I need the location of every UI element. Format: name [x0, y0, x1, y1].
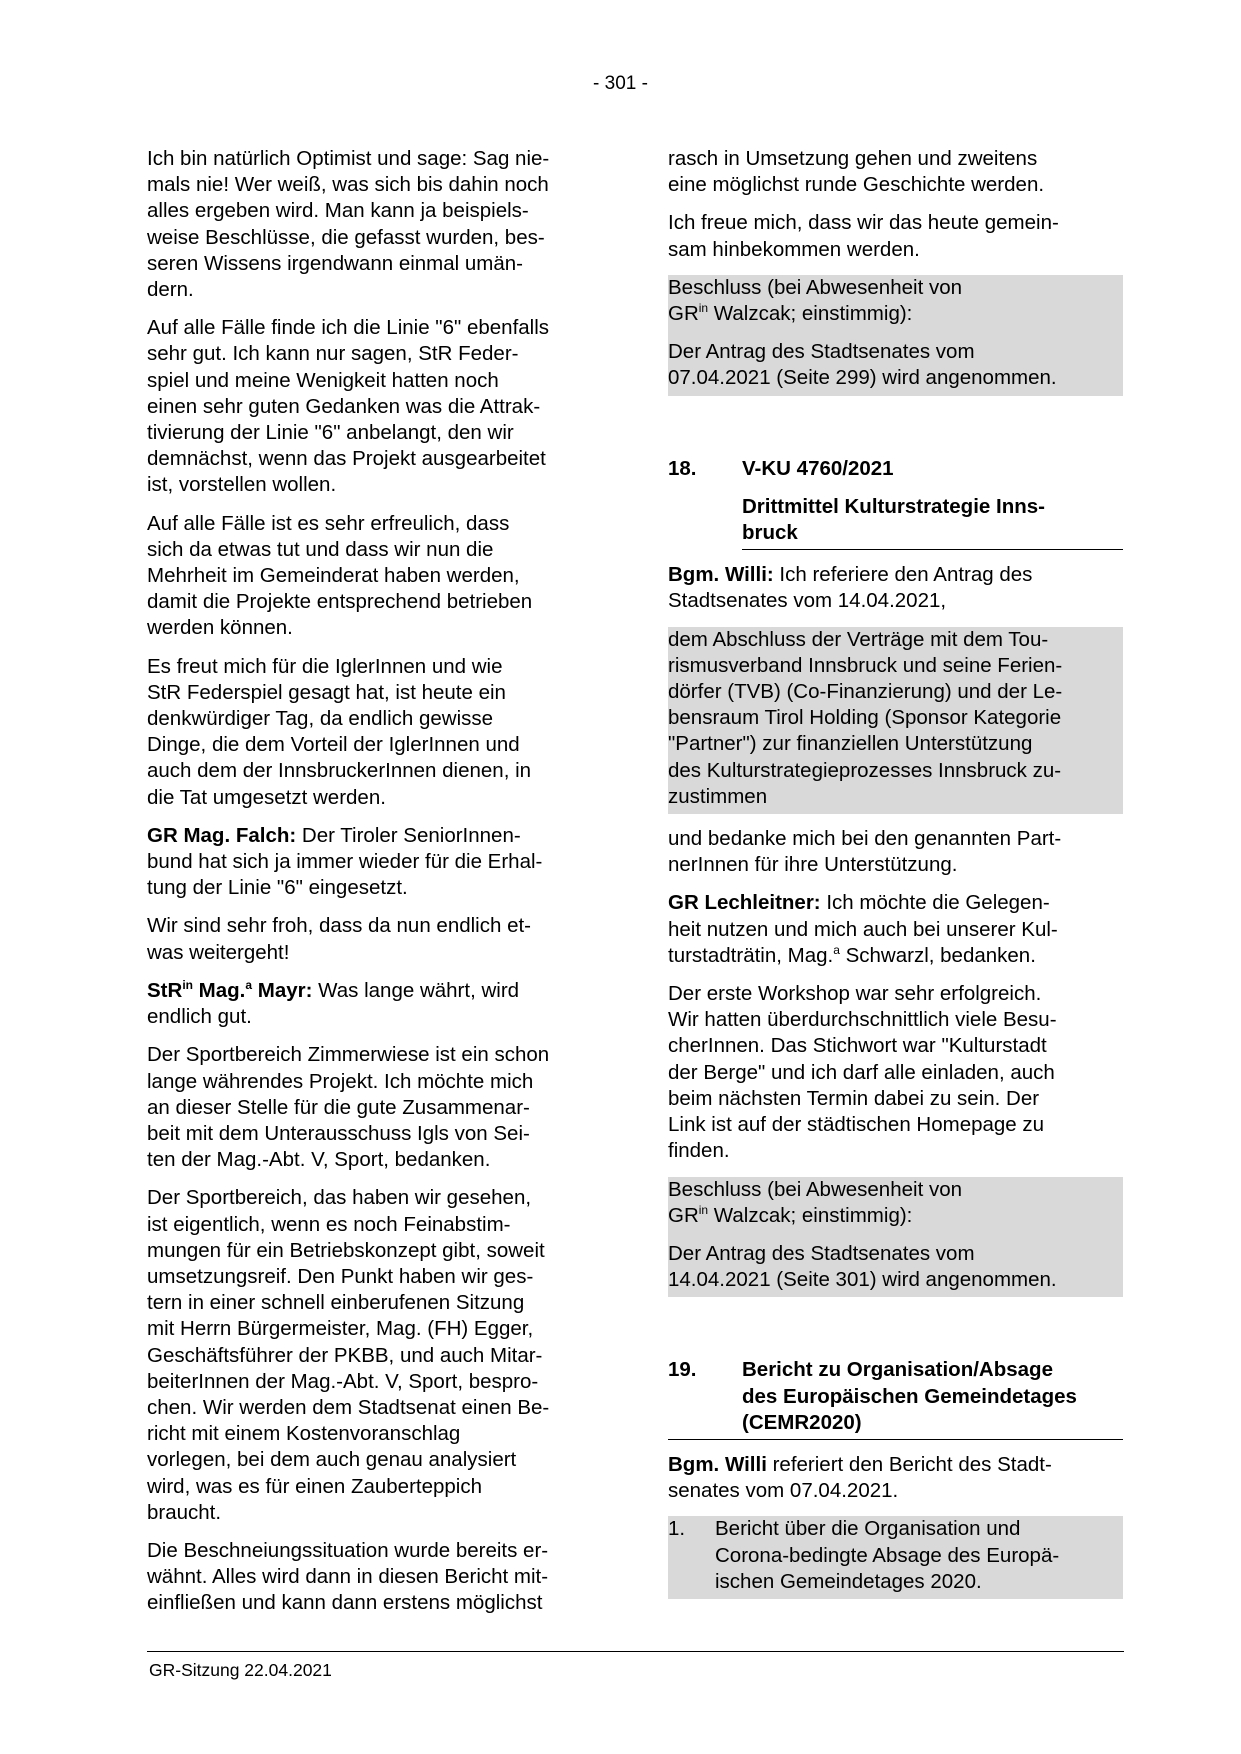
agenda-number: 18. — [668, 456, 697, 480]
paragraph: Auf alle Fälle ist es sehr erfreulich, dass sich da etwas tut und dass wir nun die Mehrheit im Gemeinderat haben werden, damit die Projekte entsprechend betrieben werden können. — [147, 511, 533, 640]
resolution-block — [668, 275, 1123, 396]
agenda-title: Bericht zu Organisation/Absage des Europäischen Gemeindetages (CEMR2020) — [742, 1358, 1077, 1434]
speech-text: Was lange währt, wird endlich gut. — [147, 978, 520, 1029]
paragraph: und bedanke mich bei den genannten Part- nerInnen für ihre Unterstützung. — [668, 827, 1062, 877]
speech-paragraph: GR Lechleitner: Ich möchte die Gelegen- heit nutzen und mich auch bei unserer Kul- turstadträtin, Mag.$^a$ Schwarzl, bedanken. — [668, 891, 1058, 967]
footer-text: GR-Sitzung 22.04.2021 — [149, 1660, 332, 1680]
paragraph: Es freut mich für die IglerInnen und wie StR Federspiel gesagt hat, ist heute ein denkwürdiger Tag, da endlich gewisse Dinge, die dem Vorteil der IglerInnen und auch dem der InnsbruckerInnen dienen, in die Tat umgesetzt werden. — [147, 654, 532, 809]
speech-text: Der Tiroler SeniorInnen- bund hat sich ja immer wieder für die Erhal- tung der Linie "6" eingesetzt. — [147, 823, 543, 900]
speech-paragraph — [668, 562, 1123, 614]
paragraph: Der Sportbereich, das haben wir gesehen, ist eigentlich, wenn es noch Feinabstim- mungen für ein Betriebskonzept gibt, soweit umsetzungsreif. Den Punkt haben wir ges- tern in einer schnell einberufenen Sitzung mit Herrn Bürgermeister, Mag. (FH) Egger, Geschäftsführer der PKBB, und auch Mitar- beiterInnen der Mag.-Abt. V, Sport, bespro- chen. Wir werden dem Stadtsenat einen Be- richt mit einem Kostenvoranschlag vorlegen, bei dem auch genau analysiert wird, was es für einen Zauberteppich braucht. — [147, 1186, 550, 1524]
paragraph: Auf alle Fälle finde ich die Linie "6" ebenfalls sehr gut. Ich kann nur sagen, StR Feder- spiel und meine Wenigkeit hatten noch einen sehr guten Gedanken was die Attrak- tivierung der Linie "6" anbelangt, den wir demnächst, wenn das Projekt ausgearbeitet ist, vorstellen wollen. — [147, 316, 550, 497]
paragraph: rasch in Umsetzung gehen und zweitens eine möglichst runde Geschichte werden. — [668, 147, 1045, 197]
paragraph: Der erste Workshop war sehr erfolgreich. Wir hatten überdurchschnittlich viele Besu- cherInnen. Das Stichwort war "Kulturstadt der Berge" und ich darf alle einladen, auch beim nächsten Termin dabei zu sein. Der Link ist auf der städtischen Homepage zu finden. — [668, 982, 1057, 1163]
speaker-name: GR Mag. Falch: — [147, 823, 297, 847]
paragraph: Wir sind sehr froh, dass da nun endlich et- was weitergeht! — [147, 914, 531, 964]
page-number: - 301 - — [593, 73, 648, 94]
footer-divider — [147, 1651, 1124, 1652]
resolution-text: Der Antrag des Stadtsenates vom 07.04.2021 (Seite 299) wird angenommen. — [668, 340, 1057, 390]
agenda-item-header — [668, 1357, 1123, 1440]
speaker-name: Bgm. Willi: — [668, 563, 774, 587]
speaker-name: StR$^{in}$ Mag.$^a$ Mayr: — [147, 978, 313, 1002]
resolution-header: Beschluss (bei Abwesenheit von $GR^{in}$ Walzcak; einstimmig): — [668, 275, 963, 326]
motion-text: dem Abschluss der Verträge mit dem Tou- rismusverband Innsbruck und seine Ferien- dörfer (TVB) (Co-Finanzierung) und der Le- bensraum Tirol Holding (Sponsor Kategorie "Partner") zur finanziellen Unterstützung des Kulturstrategieprozesses Innsbruck zu- zustimmen — [668, 627, 1063, 808]
resolution-block — [668, 1177, 1123, 1298]
resolution-header: Beschluss (bei Abwesenheit von $GR^{in}$ Walzcak; einstimmig): — [668, 1177, 963, 1227]
paragraph: Der Sportbereich Zimmerwiese ist ein schon lange währendes Projekt. Ich möchte mich an dieser Stelle für die gute Zusammenar- beit mit dem Unterausschuss Igls von Sei- ten der Mag.-Abt. V, Sport, bedanken. — [147, 1043, 550, 1172]
agenda-number: 19. — [668, 1358, 697, 1382]
paragraph: Die Beschneiungssituation wurde bereits er- wähnt. Alles wird dann in diesen Bericht mit- einfließen und kann dann erstens möglichst — [147, 1538, 549, 1615]
left-column — [147, 146, 603, 1629]
speech-text: Ich referiere den Antrag des Stadtsenates vom 14.04.2021, — [668, 563, 1033, 613]
motion-text-block — [668, 627, 1123, 814]
list-number: 1. — [668, 1517, 686, 1541]
agenda-title: Drittmittel Kulturstrategie Inns- bruck — [742, 494, 1123, 550]
paragraph: Ich bin natürlich Optimist und sage: Sag nie- mals nie! Wer weiß, was sich bis dahin noch alles ergeben wird. Man kann ja beispiels- weise Beschlüsse, die gefasst wurden, bes- seren Wissens irgendwann einmal umän- dern. — [147, 147, 550, 302]
speaker-name: GR Lechleitner: — [668, 891, 821, 915]
agenda-item-header — [668, 456, 1123, 482]
speech-text: referiert den Bericht des Stadt- senates vom 07.04.2021. — [668, 1452, 1052, 1503]
speech-paragraph — [147, 978, 603, 1030]
paragraph: Ich freue mich, dass wir das heute gemein- sam hinbekommen werden. — [668, 211, 1059, 261]
list-text: Bericht über die Organisation und Corona-bedingte Absage des Europä- ischen Gemeindetages 2020. — [715, 1517, 1060, 1593]
resolution-text: Der Antrag des Stadtsenates vom 14.04.2021 (Seite 301) wird angenommen. — [668, 1241, 1057, 1292]
list-item — [668, 1516, 1123, 1599]
speech-paragraph — [668, 1452, 1123, 1504]
agenda-code: V-KU 4760/2021 — [742, 456, 894, 480]
speech-paragraph — [147, 823, 603, 902]
right-column — [668, 146, 1123, 1611]
speaker-name: Bgm. Willi — [668, 1452, 767, 1476]
